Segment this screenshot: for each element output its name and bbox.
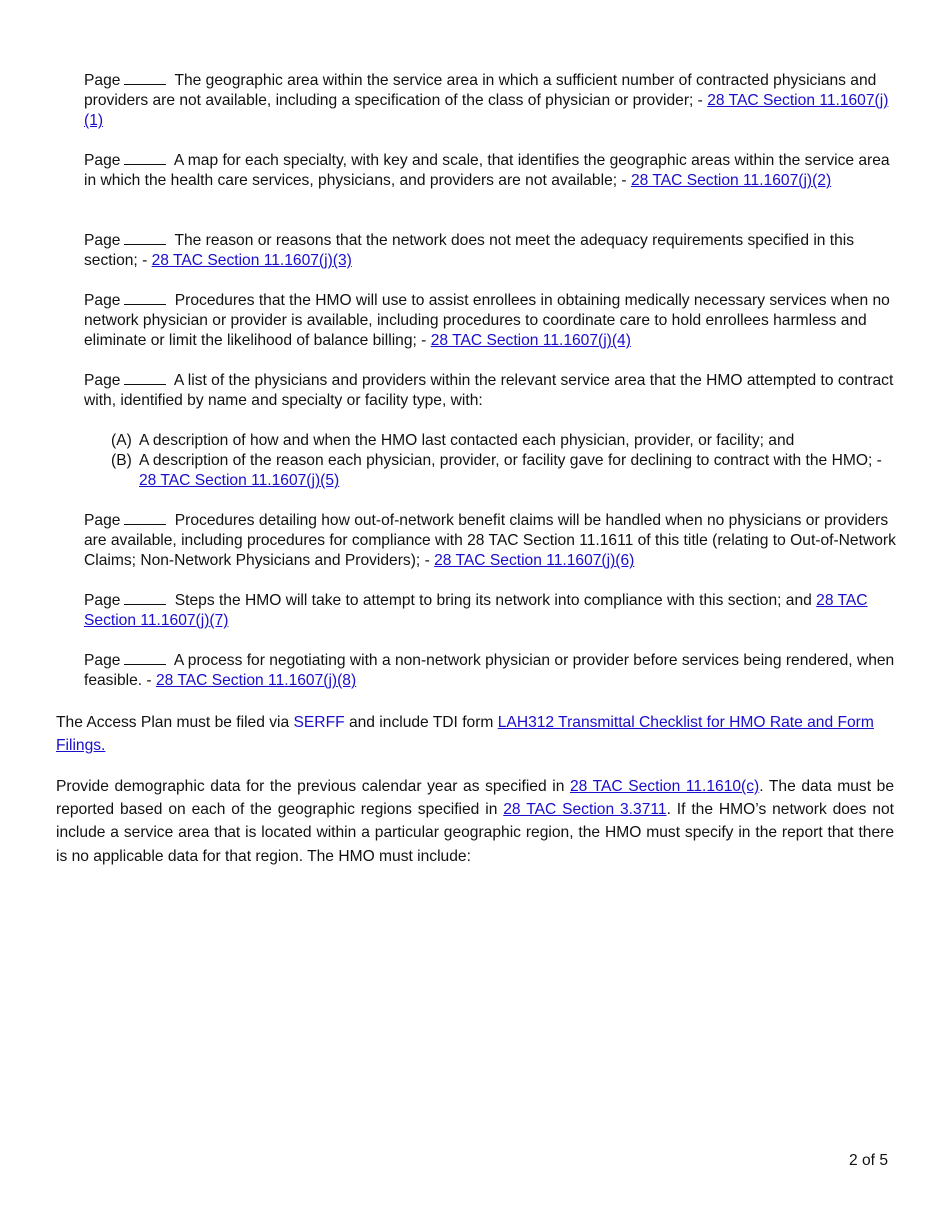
tac-link-j3[interactable]: 28 TAC Section 11.1607(j)(3) <box>151 252 352 270</box>
tac-link-j4[interactable]: 28 TAC Section 11.1607(j)(4) <box>430 332 631 350</box>
checklist-item-provider-list <box>84 371 900 411</box>
serff-link[interactable]: SERFF <box>293 714 345 731</box>
item-text: The geographic area within the service area in which a sufficient number of contracted physicians and providers are not available, including a specification of the class of physician or provider; - <box>84 72 877 110</box>
item-text: A map for each specialty, with key and scale, that identifies the geographic areas within the service area in which the health care services, physicians, and providers are not available; - <box>84 152 890 190</box>
demographic-text-2: . The data must be reported based on each of the geographic regions specified in <box>56 778 894 819</box>
item-text: Steps the HMO will take to attempt to bring its network into compliance with this section; and <box>174 592 817 609</box>
page-label: Page <box>84 232 121 249</box>
tac-link-j1[interactable]: 28 TAC Section 11.1607(j)(1) <box>84 92 889 130</box>
checklist-item-specialty-map <box>84 151 900 191</box>
tac-link-j7[interactable]: 28 TAC Section 11.1607(j)(7) <box>84 592 868 630</box>
page-label: Page <box>84 372 121 389</box>
tac-link-j5[interactable]: 28 TAC Section 11.1607(j)(5) <box>139 472 340 490</box>
subitem-marker: (A) <box>111 432 132 449</box>
item-text: A process for negotiating with a non-network physician or provider before services being rendered, when feasible. - <box>84 652 895 690</box>
item-text: The reason or reasons that the network does not meet the adequacy requirements specified in this section; - <box>84 232 855 270</box>
tac-link-11-1610c[interactable]: 28 TAC Section 11.1610(c) <box>569 778 760 795</box>
tac-link-j8[interactable]: 28 TAC Section 11.1607(j)(8) <box>155 672 357 690</box>
tac-link-j6[interactable]: 28 TAC Section 11.1607(j)(6) <box>434 552 635 570</box>
tac-link-j2[interactable]: 28 TAC Section 11.1607(j)(2) <box>630 172 832 190</box>
tac-link-3-3711[interactable]: 28 TAC Section 3.3711 <box>503 801 667 819</box>
page-blank <box>124 152 166 165</box>
subitem-b <box>111 451 901 491</box>
checklist-item-assist-procedures <box>84 291 900 352</box>
checklist-item-compliance-steps <box>84 591 900 631</box>
access-plan-text-2: and include TDI form <box>344 714 498 731</box>
item-text: Procedures detailing how out-of-network benefit claims will be handled when no physicians or providers are available, including procedures for compliance with 28 TAC Section 11.1611 of this title (relating to Out-of-Network Claims; Non-Network Physicians and Providers); - <box>84 512 896 570</box>
page-label: Page <box>84 72 121 89</box>
demographic-paragraph <box>56 775 894 868</box>
demographic-text: Provide demographic data for the previous calendar year as specified in <box>56 778 570 795</box>
page-blank <box>124 512 166 525</box>
access-plan-paragraph <box>56 711 894 757</box>
access-plan-text: The Access Plan must be filed via <box>56 714 294 731</box>
page-blank <box>124 232 166 245</box>
page-blank <box>124 592 166 605</box>
page-blank <box>124 292 166 305</box>
subitem-marker: (B) <box>111 452 132 469</box>
subitem-text: A description of the reason each physician, provider, or facility gave for declining to contract with the HMO; - <box>139 452 882 469</box>
item-text: A list of the physicians and providers within the relevant service area that the HMO attempted to contract with, identified by name and specialty or facility type, with: <box>84 372 894 410</box>
page-label: Page <box>84 652 121 669</box>
page-label: Page <box>84 292 121 309</box>
subitem-a <box>111 431 901 451</box>
page-blank <box>124 372 166 385</box>
checklist-item-adequacy-reason <box>84 231 900 271</box>
demographic-text-3: . If the HMO’s network does not include a service area that is located within a particular geographic region, the HMO must specify in the report that there is no applicable data for that region. The HMO must include: <box>56 801 895 865</box>
checklist-item-out-of-network-claims <box>84 511 900 572</box>
item-text: Procedures that the HMO will use to assist enrollees in obtaining medically necessary services when no network physician or provider is available, including procedures to coordinate care to hold enrollees harmless and eliminate or limit the likelihood of balance billing; - <box>84 292 890 350</box>
checklist-item-geographic-area <box>84 71 900 132</box>
checklist-item-negotiation-process <box>84 651 900 691</box>
subitem-text: A description of how and when the HMO last contacted each physician, provider, or facility; and <box>139 432 795 449</box>
page-label: Page <box>84 512 121 529</box>
page-label: Page <box>84 152 121 169</box>
page-label: Page <box>84 592 121 609</box>
page-blank <box>124 652 166 665</box>
lah312-link[interactable]: LAH312 Transmittal Checklist for HMO Rate and Form Filings. <box>56 714 874 755</box>
page-blank <box>124 72 166 85</box>
page-number: 2 of 5 <box>848 1152 888 1169</box>
